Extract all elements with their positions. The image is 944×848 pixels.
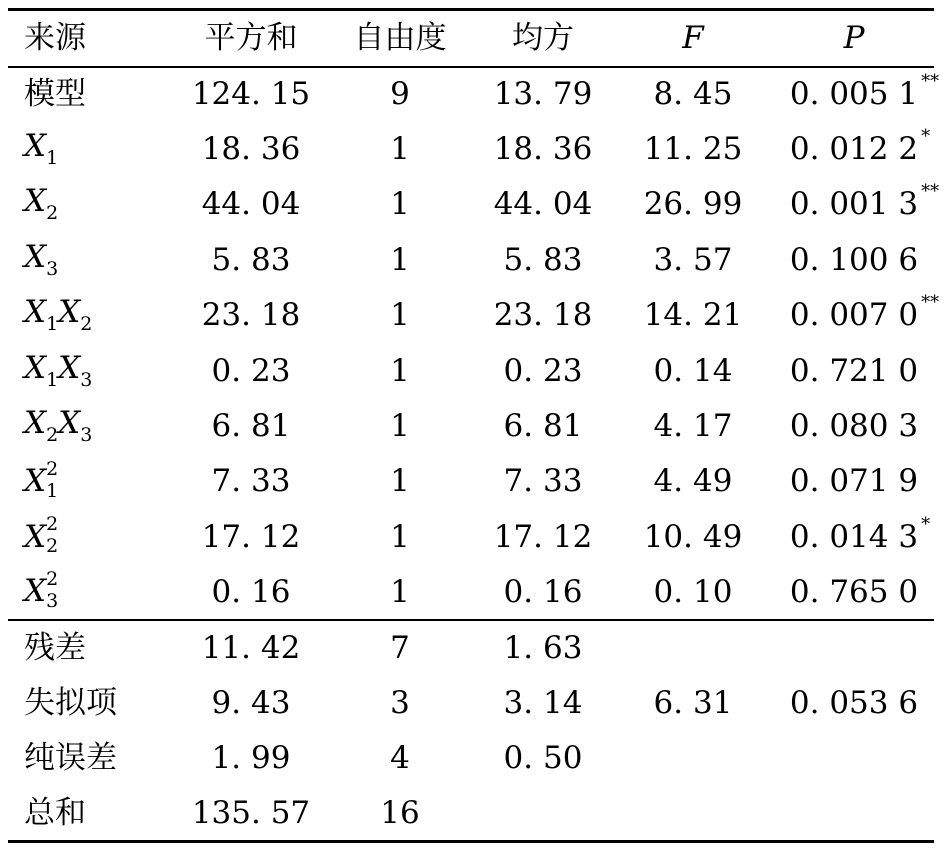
row-ss: 9. 43 — [211, 684, 291, 721]
table-row — [8, 510, 934, 565]
row-ss: 6. 81 — [211, 408, 291, 445]
row-ms: 17. 12 — [493, 518, 593, 555]
row-ss: 17. 12 — [201, 518, 301, 555]
row-ss: 0. 23 — [211, 352, 291, 389]
row-f: 6. 31 — [653, 684, 733, 721]
row-source: 模型 — [24, 76, 86, 113]
row-f: 0. 10 — [612, 565, 774, 620]
row-df: 1 — [390, 518, 410, 555]
factor-symbol: X — [58, 294, 81, 331]
row-f: 4. 49 — [653, 463, 733, 500]
factor-subscript: 1 — [46, 368, 59, 391]
row-source — [8, 565, 176, 620]
factor-symbol: X — [24, 238, 47, 275]
header-mean-square: 均方 — [474, 10, 612, 67]
row-ss: 1. 99 — [211, 740, 291, 777]
row-f: 14. 21 — [643, 297, 743, 334]
factor-subscript: 3 — [46, 257, 59, 280]
row-p-cell — [774, 565, 934, 620]
row-f: 26. 99 — [643, 186, 743, 223]
header-f: F — [612, 10, 774, 67]
row-source: 残差 — [24, 630, 86, 667]
factor-exponent: 2 — [46, 513, 59, 536]
table-row — [8, 565, 934, 620]
factor-symbol: X — [24, 518, 47, 555]
factor-subscript: 2 — [46, 424, 59, 447]
table-row — [8, 731, 934, 786]
row-source — [8, 288, 176, 343]
row-source — [8, 454, 176, 509]
row-source: 纯误差 — [24, 740, 117, 777]
anova-table — [8, 8, 940, 843]
factor-symbol: X — [24, 294, 47, 331]
row-p: 0. 005 1 — [789, 76, 919, 113]
row-f: 0. 14 — [653, 352, 733, 389]
row-f-empty — [612, 731, 774, 786]
header-source: 来源 — [8, 10, 176, 67]
row-p-cell — [774, 454, 934, 509]
table-row — [8, 177, 934, 232]
header-row — [8, 10, 934, 67]
row-df: 4 — [390, 740, 410, 777]
row-df: 1 — [390, 352, 410, 389]
factor-symbol: X — [24, 463, 47, 500]
factor-subscript: 2 — [46, 202, 59, 225]
row-df: 1 — [390, 186, 410, 223]
row-p: 0. 001 3 — [789, 186, 919, 223]
header-sum-of-squares: 平方和 — [176, 10, 326, 67]
row-p: 0. 765 0 — [789, 573, 919, 610]
row-ms: 0. 23 — [503, 352, 583, 389]
row-p: 0. 012 2 — [789, 131, 919, 168]
row-source — [8, 177, 176, 232]
row-p-cell — [774, 343, 934, 398]
factor-subscript: 2 — [46, 535, 59, 558]
row-df: 1 — [390, 241, 410, 278]
row-ms: 13. 79 — [493, 76, 593, 113]
factor-subscript: 1 — [46, 479, 59, 502]
row-source — [8, 399, 176, 454]
row-df: 9 — [390, 76, 410, 113]
row-f: 11. 25 — [643, 131, 743, 168]
row-df: 1 — [390, 408, 410, 445]
row-ms: 44. 04 — [493, 186, 593, 223]
row-ss: 7. 33 — [211, 463, 291, 500]
factor-symbol: X — [58, 405, 81, 442]
row-p-cell — [774, 399, 934, 454]
table-row — [8, 122, 934, 177]
row-p-empty — [774, 787, 934, 842]
row-ms-empty — [474, 787, 612, 842]
row-df: 1 — [390, 131, 410, 168]
header-p: P — [774, 10, 934, 67]
significance-mark: ** — [921, 292, 940, 314]
factor-symbol: X — [58, 349, 81, 386]
row-ms: 3. 14 — [503, 684, 583, 721]
row-df: 7 — [390, 630, 410, 667]
row-p: 0. 007 0 — [789, 297, 919, 334]
row-ms: 0. 50 — [503, 740, 583, 777]
row-source — [8, 233, 176, 288]
row-ms: 7. 33 — [503, 463, 583, 500]
factor-symbol: X — [24, 405, 47, 442]
row-ms: 1. 63 — [503, 630, 583, 667]
row-df: 16 — [326, 787, 474, 842]
row-ss: 44. 04 — [201, 186, 301, 223]
table-row — [8, 67, 934, 122]
row-p-cell — [774, 122, 934, 177]
factor-subscript: 1 — [46, 313, 59, 336]
row-p-cell — [774, 67, 940, 122]
row-df: 3 — [390, 684, 410, 721]
row-ms: 5. 83 — [503, 241, 583, 278]
row-ss: 135. 57 — [176, 787, 326, 842]
row-ms: 0. 16 — [474, 565, 612, 620]
significance-mark: * — [921, 126, 931, 148]
table-row — [8, 620, 934, 675]
row-source: 失拟项 — [24, 684, 117, 721]
factor-symbol: X — [24, 183, 47, 220]
row-ss: 23. 18 — [201, 297, 301, 334]
table-row — [8, 343, 934, 398]
significance-mark: ** — [921, 71, 940, 93]
table-row — [8, 288, 934, 343]
row-ss: 11. 42 — [201, 630, 301, 667]
row-p-cell — [774, 177, 940, 232]
significance-mark: * — [921, 513, 931, 535]
row-f: 10. 49 — [643, 518, 743, 555]
row-df: 1 — [326, 565, 474, 620]
row-p: 0. 071 9 — [789, 463, 919, 500]
row-source — [8, 510, 176, 565]
row-source: 总和 — [8, 787, 176, 842]
row-f: 3. 57 — [653, 241, 733, 278]
factor-subscript: 3 — [46, 589, 59, 612]
row-p-cell — [774, 233, 934, 288]
row-source — [8, 343, 176, 398]
row-p-empty — [774, 731, 934, 786]
factor-subscript: 3 — [80, 424, 93, 447]
factor-indices — [46, 567, 59, 612]
row-source — [8, 122, 176, 177]
factor-indices — [46, 513, 59, 558]
row-df: 1 — [390, 463, 410, 500]
row-f: 8. 45 — [653, 76, 733, 113]
factor-subscript: 3 — [80, 368, 93, 391]
row-ms: 6. 81 — [503, 408, 583, 445]
factor-symbol: X — [24, 349, 47, 386]
row-ms: 23. 18 — [493, 297, 593, 334]
factor-indices — [46, 457, 59, 502]
significance-mark: ** — [921, 181, 940, 203]
row-ss: 18. 36 — [201, 131, 301, 168]
row-p-empty — [774, 620, 934, 675]
row-f-empty — [612, 787, 774, 842]
row-df: 1 — [390, 297, 410, 334]
row-p: 0. 053 6 — [789, 684, 919, 721]
header-degrees-of-freedom: 自由度 — [326, 10, 474, 67]
row-p: 0. 721 0 — [789, 352, 919, 389]
row-p-cell — [774, 510, 934, 565]
row-ss: 5. 83 — [211, 241, 291, 278]
factor-exponent: 2 — [46, 457, 59, 480]
factor-symbol: X — [24, 573, 47, 610]
factor-subscript: 2 — [80, 313, 93, 336]
row-p: 0. 100 6 — [789, 241, 919, 278]
table-row — [8, 233, 934, 288]
factor-symbol: X — [24, 128, 47, 165]
row-p: 0. 014 3 — [789, 518, 919, 555]
factor-exponent: 2 — [46, 567, 59, 590]
factor-subscript: 1 — [46, 147, 59, 170]
row-f: 4. 17 — [653, 408, 733, 445]
row-ss: 124. 15 — [191, 76, 311, 113]
table-row — [8, 787, 934, 842]
row-p-cell — [774, 288, 940, 343]
row-ms: 18. 36 — [493, 131, 593, 168]
row-p: 0. 080 3 — [789, 408, 919, 445]
table-row — [8, 454, 934, 509]
row-f-empty — [612, 620, 774, 675]
table-row — [8, 399, 934, 454]
row-ss: 0. 16 — [176, 565, 326, 620]
table-row — [8, 676, 934, 731]
